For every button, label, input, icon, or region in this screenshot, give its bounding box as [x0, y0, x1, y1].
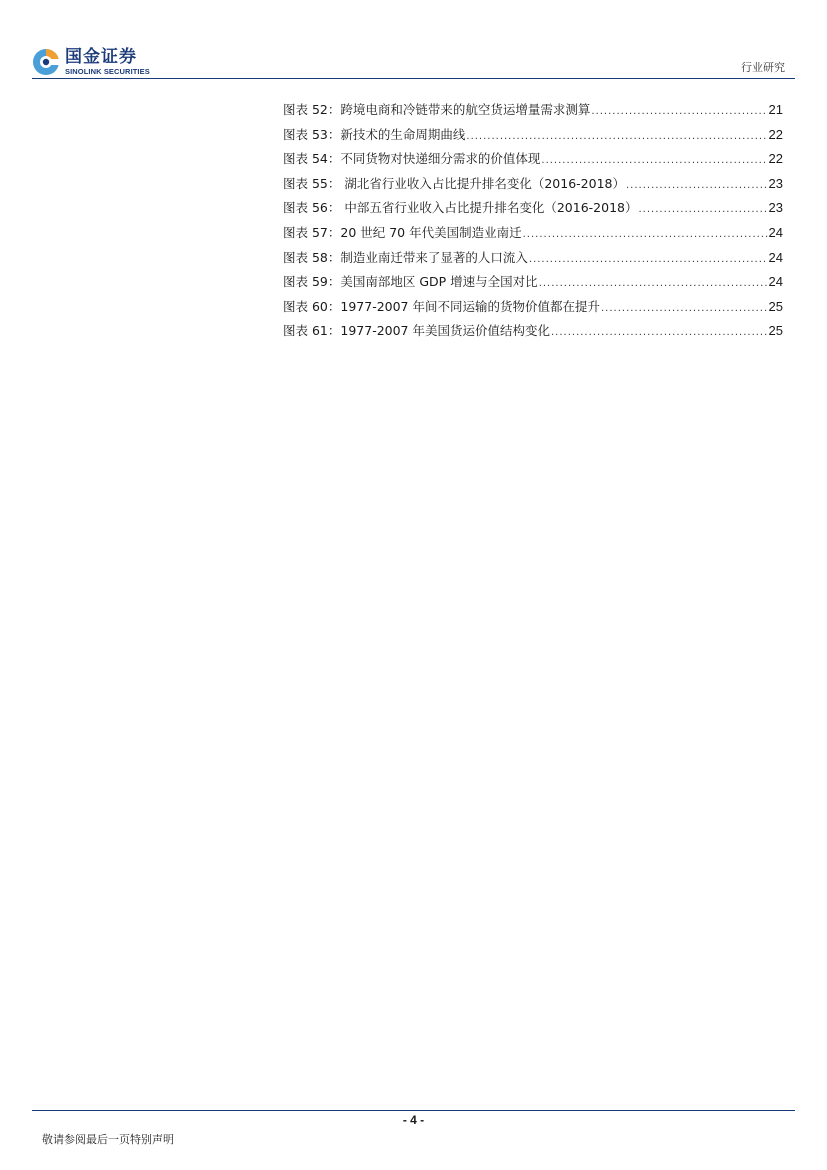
toc-entry-page: 22: [768, 126, 783, 142]
toc-entry-page: 25: [768, 323, 783, 339]
toc-leader-dots: [523, 229, 768, 240]
page-number: - 4 -: [402, 1113, 425, 1127]
toc-entry-page: 24: [768, 249, 783, 265]
page-header: [0, 0, 827, 80]
footer-disclaimer: 敬请参阅最后一页特别声明: [42, 1133, 174, 1146]
toc-entry-page: 21: [768, 102, 783, 117]
figure-list: [283, 100, 783, 346]
sinolink-logo-icon: [32, 48, 60, 76]
toc-entry-title: 图表 59：美国南部地区 GDP 增速与全国对比: [283, 274, 538, 290]
toc-entry-page: 23: [768, 175, 783, 191]
toc-entry-page: 22: [768, 151, 783, 167]
toc-entry[interactable]: [283, 198, 783, 223]
toc-entry-title: 图表 61：1977-2007 年美国货运价值结构变化: [283, 323, 550, 339]
toc-leader-dots: [626, 180, 768, 191]
toc-leader-dots: [541, 155, 767, 166]
toc-leader-dots: [539, 278, 768, 289]
footer-divider: [32, 1110, 795, 1111]
toc-entry-title: 图表 52：跨境电商和冷链带来的航空货运增量需求测算: [283, 102, 591, 117]
header-divider: [32, 78, 795, 79]
toc-entry-page: 23: [768, 200, 783, 216]
toc-entry-title: 图表 57：20 世纪 70 年代美国制造业南迁: [283, 224, 522, 240]
toc-entry[interactable]: [283, 297, 783, 322]
toc-entry[interactable]: [283, 174, 783, 199]
logo-chinese-name: 国金证券: [65, 47, 137, 67]
toc-entry[interactable]: [283, 321, 783, 346]
company-logo: [32, 46, 172, 78]
toc-entry[interactable]: [283, 125, 783, 150]
toc-leader-dots: [551, 327, 768, 338]
toc-entry-title: 图表 58：制造业南迁带来了显著的人口流入: [283, 249, 528, 265]
toc-entry-title: 图表 56： 中部五省行业收入占比提升排名变化（2016-2018）: [283, 200, 638, 216]
toc-entry[interactable]: [283, 149, 783, 174]
toc-entry-page: 24: [768, 224, 783, 240]
toc-entry[interactable]: [283, 272, 783, 297]
toc-leader-dots: [639, 204, 768, 215]
toc-entry-title: 图表 54：不同货物对快递细分需求的价值体现: [283, 151, 541, 167]
toc-entry[interactable]: [283, 100, 783, 125]
toc-leader-dots: [601, 303, 768, 314]
toc-leader-dots: [591, 106, 767, 117]
toc-entry[interactable]: [283, 223, 783, 248]
toc-entry-title: 图表 60：1977-2007 年间不同运输的货物价值都在提升: [283, 298, 600, 314]
toc-entry-title: 图表 53：新技术的生命周期曲线: [283, 126, 466, 142]
toc-entry-page: 25: [768, 298, 783, 314]
toc-entry-title: 图表 55： 湖北省行业收入占比提升排名变化（2016-2018）: [283, 175, 625, 191]
toc-entry-page: 24: [768, 274, 783, 290]
toc-leader-dots: [466, 131, 767, 142]
logo-english-name: SINOLINK SECURITIES: [65, 67, 150, 76]
toc-leader-dots: [529, 254, 768, 265]
toc-entry[interactable]: [283, 248, 783, 273]
report-category: 行业研究: [741, 61, 785, 74]
